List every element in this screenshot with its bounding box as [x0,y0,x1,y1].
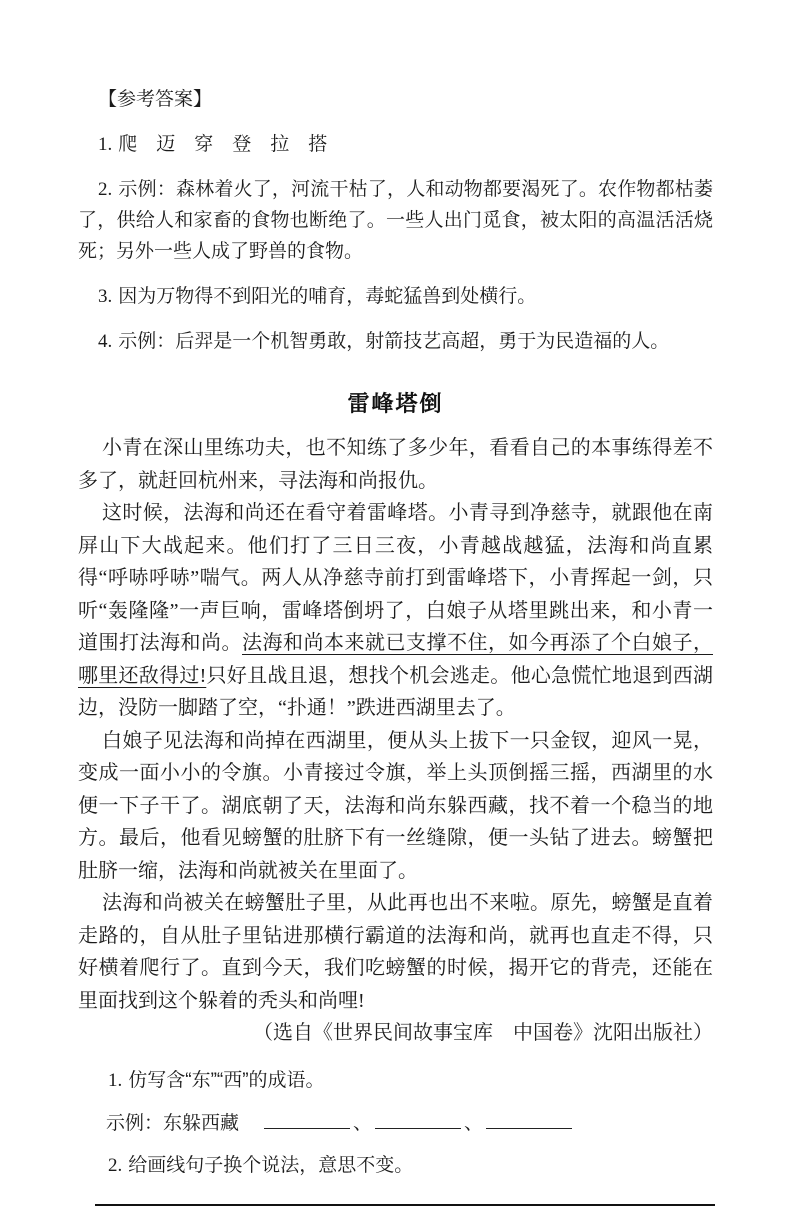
story-paragraph-2-post: 只好且战且退，想找个机会逃走。他心急慌忙地退到西湖边，没防一脚踏了空，“扑通！”跌进西湖里去了。 [78,664,713,719]
question-text: 仿写含“东”“西”的成语。 [128,1069,325,1091]
example-answer-line [106,1109,713,1139]
question-text: 给画线句子换个说法，意思不变。 [128,1154,414,1176]
answer-key-section [78,84,713,357]
blank-separator: 、 [464,1112,484,1134]
answer-item-number: 3. [98,286,113,307]
question-1 [108,1066,713,1096]
source-attribution: （选自《世界民间故事宝库 中国卷》沈阳出版社） [253,1022,713,1044]
answer-blank [486,1111,572,1129]
example-label: 示例：东躲西藏 [106,1112,240,1134]
answer-item-4 [78,326,713,357]
story-paragraph-2 [78,497,713,725]
footnote-divider [95,1204,715,1206]
story-paragraph-3: 白娘子见法海和尚掉在西湖里，便从头上拔下一只金钗，迎风一晃，变成一面小小的令旗。小青接过令旗，举上头顶倒摇三摇，西湖里的水便一下子干了。湖底朝了天，法海和尚东躲西藏，找不着一个稳当的地方。最后，他看见螃蟹的肚脐下有一丝缝隙，便一头钻了进去。螃蟹把肚脐一缩，法海和尚就被关在里面了。 [78,729,713,882]
question-number: 2. [108,1154,123,1176]
question-section [78,1066,713,1181]
answer-item-text: 因为万物得不到阳光的哺育，毒蛇猛兽到处横行。 [118,286,537,307]
answer-item-number: 2. [98,179,113,200]
answer-item-number: 1. [98,134,113,155]
answer-item-1 [78,129,713,160]
answer-item-3 [78,281,713,312]
story-paragraph-2-pre: 这时候，法海和尚还在看守着雷峰塔。小青寻到净慈寺，就跟他在南屏山下大战起来。他们打了三日三夜，小青越战越猛，法海和尚直累得“呼哧呼哧”喘气。两人从净慈寺前打到雷峰塔下，小青挥起一剑，只听“轰隆隆”一声巨响，雷峰塔倒坍了，白娘子从塔里跳出来，和小青一道围打法海和尚。 [78,502,713,654]
story-passage [78,432,713,1050]
answer-item-2 [78,174,713,267]
answer-key-heading: 【参考答案】 [98,89,213,110]
story-paragraph-1: 小青在深山里练功夫，也不知练了多少年，看看自己的本事练得差不多了，就赶回杭州来，寻法海和尚报仇。 [78,437,713,492]
answer-item-number: 4. [98,331,113,352]
answer-blank [375,1111,461,1129]
answer-item-text: 示例：后羿是一个机智勇敢，射箭技艺高超，勇于为民造福的人。 [118,331,670,352]
underlined-sentence: 法海和尚本来就已支撑不住，如今再添了个白娘子，哪里还敌得过! [78,632,713,687]
answer-blank [264,1111,350,1129]
question-2 [108,1151,713,1181]
answer-item-text: 爬 迈 穿 登 拉 搭 [118,134,328,155]
story-paragraph-4: 法海和尚被关在螃蟹肚子里，从此再也出不来啦。原先，螃蟹是直着走路的，自从肚子里钻进那横行霸道的法海和尚，就再也直走不得，只好横着爬行了。直到今天，我们吃螃蟹的时候，揭开它的背壳，还能在里面找到这个躲着的秃头和尚哩! [78,892,713,1012]
question-number: 1. [108,1069,123,1091]
story-title: 雷峰塔倒 [347,391,444,416]
blank-separator: 、 [353,1112,373,1134]
answer-item-text: 示例：森林着火了，河流干枯了，人和动物都要渴死了。农作物都枯萎了，供给人和家畜的食物也断绝了。一些人出门觅食，被太阳的高温活活烧死；另外一些人成了野兽的食物。 [78,179,713,262]
